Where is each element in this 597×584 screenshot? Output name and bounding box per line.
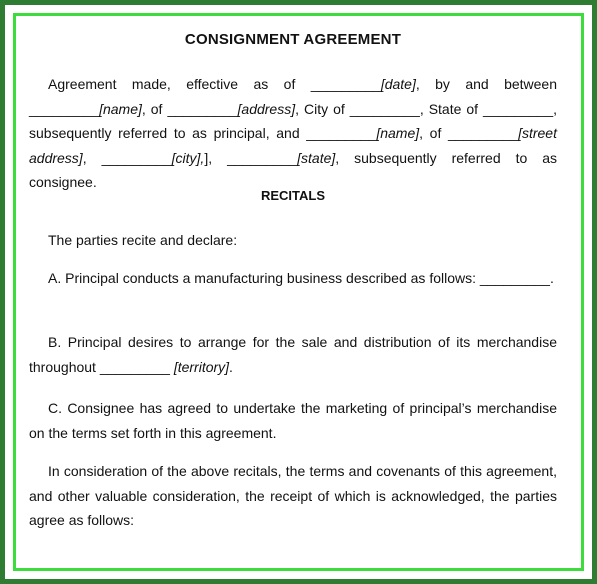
field-address: [address] (237, 100, 296, 117)
field-name: [name] (376, 125, 420, 141)
recital-c: C. Consignee has agreed to undertake the marketing of principal’s merchandise on the terms set forth in this agreement. (29, 400, 557, 441)
field-name: [name] (99, 100, 142, 117)
intro-text: , subsequently referred to as consignee. (29, 149, 558, 190)
intro-text: , of (141, 100, 168, 117)
blank-name: _________ (306, 125, 377, 141)
intro-text: Agreement made, effective as of (48, 76, 311, 92)
field-city: [city], (171, 149, 205, 166)
blank-date: _________ (310, 76, 381, 92)
intro-text: , City of _________, State of _________, subsequently referred to as principal, and (29, 100, 557, 141)
blank-name: _________ (29, 100, 100, 117)
recitals-heading: RECITALS (260, 188, 326, 203)
document-title: CONSIGNMENT AGREEMENT (184, 31, 402, 48)
field-state: [state] (297, 149, 336, 166)
recital-a: A. Principal conducts a manufacturing business described as follows: _________. (48, 270, 554, 286)
recital-b (29, 330, 557, 379)
blank-city: _________ (101, 149, 172, 166)
field-date: [date] (380, 76, 416, 92)
intro-text: , (82, 149, 102, 166)
blank-address: _________ (167, 100, 238, 117)
field-territory: [territory] (173, 358, 230, 375)
intro-text: , of (419, 125, 448, 141)
agreement-intro-paragraph (29, 72, 557, 195)
recite-declare-line: The parties recite and declare: (48, 232, 238, 248)
consideration-paragraph: In consideration of the above recitals, the terms and covenants of this agreement, and other valuable consideration, the receipt of which is acknowledged, the parties agree as follows: (29, 463, 557, 528)
blank-state: _________ (227, 149, 298, 166)
recital-b-end: . (229, 358, 233, 375)
blank-street-address: _________ (448, 125, 519, 141)
recital-b-text: B. Principal desires to arrange for the sale and distribution of its merchandise throughout (29, 334, 557, 375)
blank-territory: _________ (99, 358, 170, 375)
intro-text: ], (204, 149, 228, 166)
intro-text: , by and between (415, 76, 558, 92)
field-street-address: [street address] (29, 125, 557, 166)
